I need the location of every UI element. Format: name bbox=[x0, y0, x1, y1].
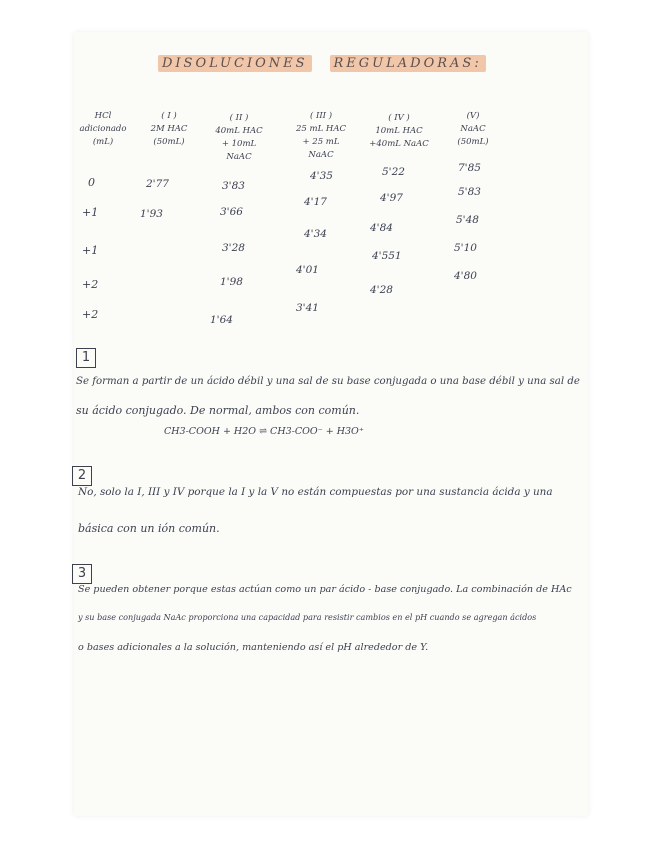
q3-line-3: o bases adicionales a la solución, manteniendo así el pH alrededor de Y. bbox=[78, 642, 429, 653]
table-cell: 5'48 bbox=[456, 214, 479, 226]
header-col-3: ( III ) 25 mL HAC + 25 mL NaAC bbox=[296, 111, 346, 160]
table-cell: 3'41 bbox=[296, 302, 319, 314]
question-1-number: 1 bbox=[76, 348, 96, 368]
table-cell: 4'551 bbox=[372, 250, 402, 262]
table-cell: 4'35 bbox=[310, 170, 333, 182]
title-part1: DISOLUCIONES bbox=[158, 55, 312, 72]
table-cell: 3'66 bbox=[220, 206, 243, 218]
table-cell: 4'34 bbox=[304, 228, 327, 240]
table-cell: 1'64 bbox=[210, 314, 233, 326]
table-cell: 1'98 bbox=[220, 276, 243, 288]
page-title bbox=[158, 56, 486, 71]
table-cell: 1'93 bbox=[140, 208, 163, 220]
row-label: 0 bbox=[88, 176, 95, 189]
table-cell: 4'01 bbox=[296, 264, 319, 276]
table-cell: 4'28 bbox=[370, 284, 393, 296]
table-cell: 4'80 bbox=[454, 270, 477, 282]
question-3-number: 3 bbox=[72, 564, 92, 584]
q1-equation: CH3-COOH + H2O ⇌ CH3-COO⁻ + H3O⁺ bbox=[164, 426, 364, 437]
header-col-2: ( II ) 40mL HAC + 10mL NaAC bbox=[215, 113, 263, 162]
row-label: +2 bbox=[82, 308, 99, 321]
q1-line-2: su ácido conjugado. De normal, ambos con común. bbox=[76, 404, 360, 417]
q2-line-1: No, solo la I, III y IV porque la I y la V no están compuestas por una sustancia ácida y una bbox=[78, 486, 553, 498]
q2-line-2: básica con un ión común. bbox=[78, 522, 220, 535]
q3-line-2: y su base conjugada NaAc proporciona una capacidad para resistir cambios en el pH cuando se agregan ácidos bbox=[78, 612, 537, 622]
header-col-5: (V) NaAC (50mL) bbox=[457, 111, 489, 147]
table-cell: 3'28 bbox=[222, 242, 245, 254]
table-cell: 4'17 bbox=[304, 196, 327, 208]
row-label: +1 bbox=[82, 244, 99, 257]
row-label: +1 bbox=[82, 206, 99, 219]
table-cell: 5'10 bbox=[454, 242, 477, 254]
table-cell: 3'83 bbox=[222, 180, 245, 192]
row-label: +2 bbox=[82, 278, 99, 291]
table-cell: 4'97 bbox=[380, 192, 403, 204]
q1-line-1: Se forman a partir de un ácido débil y una sal de su base conjugada o una base débil y una sal de bbox=[76, 376, 580, 387]
header-col-1: ( I ) 2M HAC (50mL) bbox=[150, 111, 188, 147]
q3-line-1: Se pueden obtener porque estas actúan como un par ácido - base conjugado. La combinación de HAc bbox=[78, 584, 572, 595]
header-hcl: HCl adicionado (mL) bbox=[79, 111, 127, 147]
title-part2: REGULADORAS: bbox=[330, 55, 486, 72]
question-2-number: 2 bbox=[72, 466, 92, 486]
table-cell: 7'85 bbox=[458, 162, 481, 174]
table-cell: 5'22 bbox=[382, 166, 405, 178]
table-cell: 4'84 bbox=[370, 222, 393, 234]
table-cell: 2'77 bbox=[146, 178, 169, 190]
table-cell: 5'83 bbox=[458, 186, 481, 198]
header-col-4: ( IV ) 10mL HAC +40mL NaAC bbox=[369, 113, 429, 149]
